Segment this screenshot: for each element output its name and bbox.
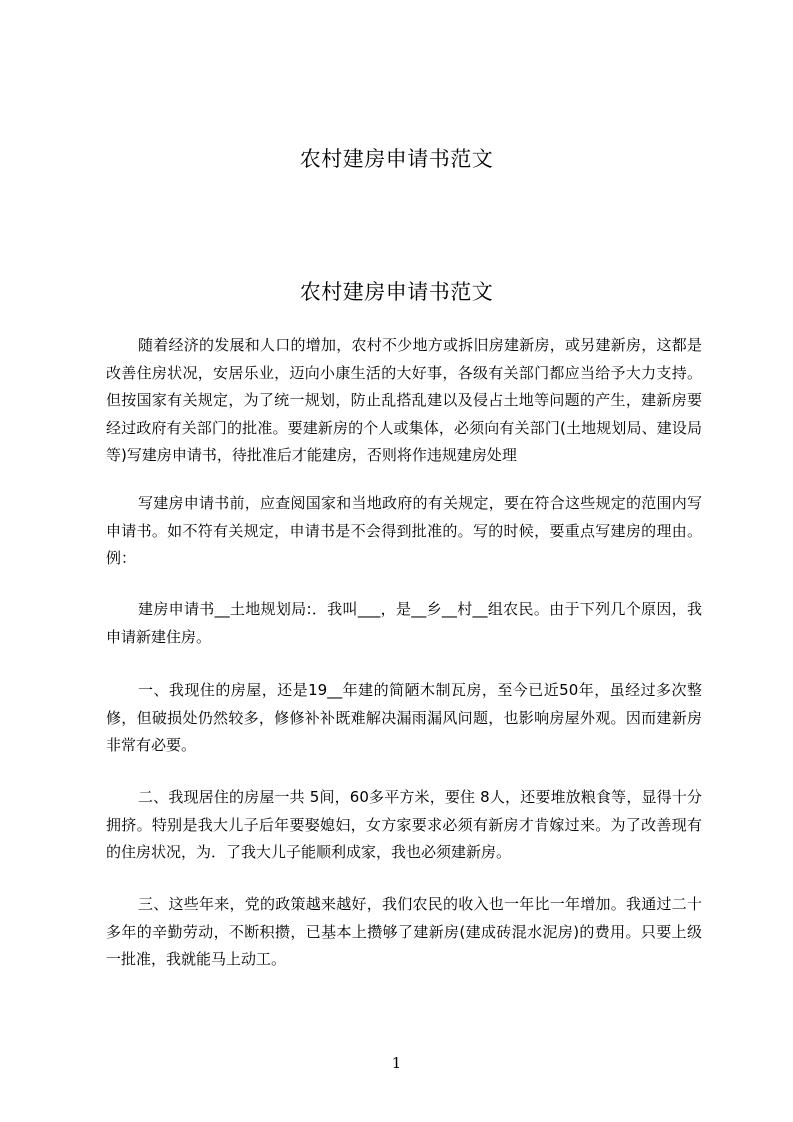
- document-title: 农村建房申请书范文: [299, 280, 494, 304]
- paragraph-reason-one: 一、我现住的房屋，还是19__年建的简陋木制瓦房，至今已近50年，虽经过多次整修，但破损处仍然较多，修修补补既难解决漏雨漏风问题，也影响房屋外观。因而建新房非常有必要。: [106, 681, 702, 754]
- paragraph-writing-guidance: 写建房申请书前，应查阅国家和当地政府的有关规定，要在符合这些规定的范围内写申请书。如不符有关规定，申请书是不会得到批准的。写的时候，要重点写建房的理由。例：: [106, 494, 702, 567]
- paragraph-application-opening: 建房申请书__土地规划局:．我叫___，是__乡__村__组农民。由于下列几个原因，我申请新建住房。: [106, 600, 702, 646]
- paragraph-intro: 随着经济的发展和人口的增加，农村不少地方或拆旧房建新房，或另建新房，这都是改善住房状况，安居乐业，迈向小康生活的大好事，各级有关部门都应当给予大力支持。但按国家有关规定，为了统一规划，防止乱搭乱建以及侵占土地等问题的产生，建新房要经过政府有关部门的批准。要建新房的个人或集体，必须向有关部门(土地规划局、建设局等)写建房申请书，待批准后才能建房，否则将作违规建房处理: [106, 336, 702, 464]
- paragraph-reason-three: 三、这些年来，党的政策越来越好，我们农民的收入也一年比一年增加。我通过二十多年的辛勤劳动，不断积攒，已基本上攒够了建新房(建成砖混水泥房)的费用。只要上级一批准，我就能马上动工。: [106, 895, 702, 968]
- paragraph-reason-two: 二、我现居住的房屋一共 5间，60多平方米，要住 8人，还要堆放粮食等，显得十分拥挤。特别是我大儿子后年要娶媳妇，女方家要求必须有新房才肯嫁过来。为了改善现有的住房状况，为．了我大儿子能顺利成家，我也必须建新房。: [106, 788, 702, 861]
- page-number: 1: [391, 1054, 402, 1072]
- page-header-title: 农村建房申请书范文: [299, 147, 494, 171]
